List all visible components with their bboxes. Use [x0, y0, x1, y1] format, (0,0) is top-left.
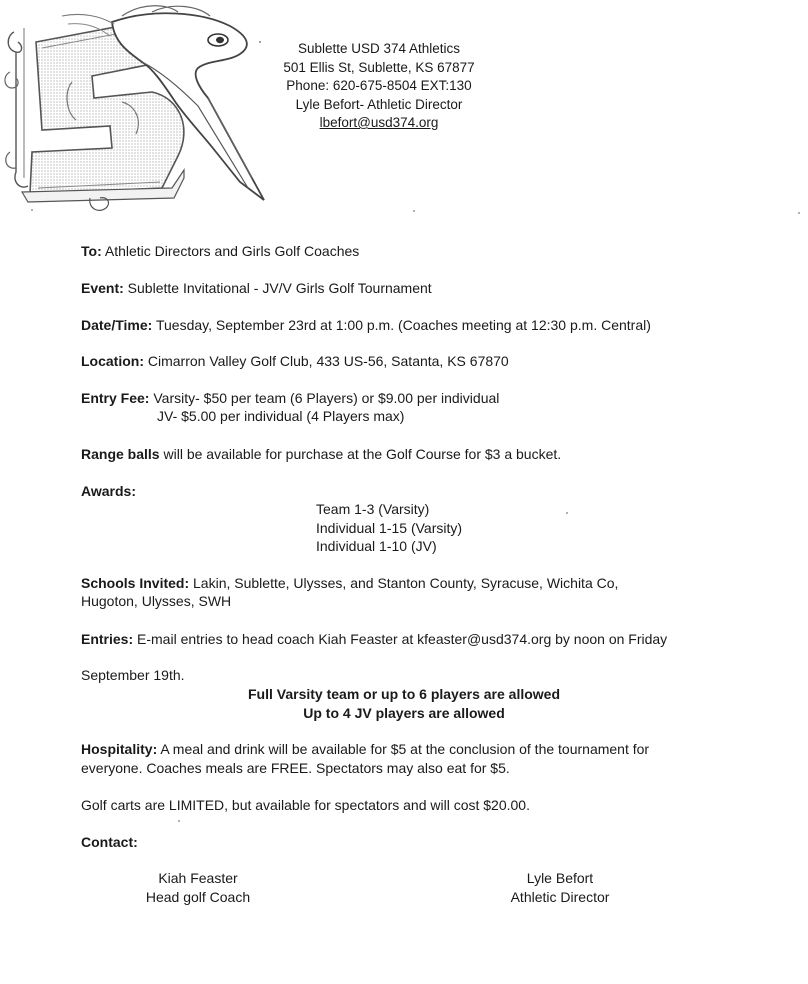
event-value: Sublette Invitational - JV/V Girls Golf Tournament — [123, 280, 432, 296]
contact-left-title: Head golf Coach — [145, 889, 251, 905]
entry-fee-jv: JV- $5.00 per individual (4 Players max) — [157, 408, 405, 424]
letterhead-address: 501 Ellis St, Sublette, KS 67877 — [283, 59, 475, 75]
awards-list — [316, 500, 462, 556]
schools-label: Schools Invited: — [81, 575, 190, 591]
event-label: Event: — [81, 280, 124, 296]
letterhead-phone: Phone: 620-675-8504 EXT:130 — [286, 78, 472, 93]
range-balls-label: Range balls — [81, 446, 160, 462]
letterhead-email-link[interactable]: lbefort@usd374.org — [319, 115, 439, 130]
entry-fee-label: Entry Fee: — [81, 390, 150, 406]
contact-label: Contact: — [81, 834, 138, 850]
event-line — [81, 279, 432, 297]
letterhead — [250, 40, 508, 133]
scan-speck — [413, 210, 415, 212]
award-item: Individual 1-15 (Varsity) — [316, 519, 463, 536]
to-line — [81, 242, 359, 260]
location-line — [81, 352, 509, 370]
golf-carts-line: Golf carts are LIMITED, but available for spectators and will cost $20.00. — [81, 797, 530, 813]
scan-speck — [798, 212, 800, 214]
contact-right-name: Lyle Befort — [526, 870, 594, 886]
entries-line — [81, 630, 667, 648]
entries-label: Entries: — [81, 631, 134, 647]
notice-line-2: Up to 4 JV players are allowed — [303, 705, 505, 721]
scan-speck — [566, 512, 568, 514]
schools-value-2: Hugoton, Ulysses, SWH — [81, 593, 232, 609]
datetime-label: Date/Time: — [81, 317, 153, 333]
location-label: Location: — [81, 353, 144, 369]
hospitality-value-2: everyone. Coaches meals are FREE. Spectators may also eat for $5. — [81, 760, 510, 776]
to-value: Athletic Directors and Girls Golf Coaches — [101, 243, 360, 259]
datetime-value: Tuesday, September 23rd at 1:00 p.m. (Coaches meeting at 12:30 p.m. Central) — [152, 317, 651, 333]
notice-line-1: Full Varsity team or up to 6 players are allowed — [248, 686, 560, 702]
datetime-line — [81, 316, 651, 334]
entry-fee-varsity: Varsity- $50 per team (6 Players) or $9.00 per individual — [149, 390, 500, 406]
award-item: Team 1-3 (Varsity) — [316, 501, 430, 517]
entries-value-1: E-mail entries to head coach Kiah Feaster at kfeaster@usd374.org by noon on Friday — [133, 631, 668, 647]
hospitality-label: Hospitality: — [81, 741, 158, 757]
award-item: Individual 1-10 (JV) — [316, 538, 437, 554]
awards-line — [81, 482, 136, 500]
location-value: Cimarron Valley Golf Club, 433 US-56, Satanta, KS 67870 — [144, 353, 509, 369]
contact-right-title: Athletic Director — [510, 889, 610, 905]
entries-value-2: September 19th. — [81, 667, 185, 683]
contact-left-name: Kiah Feaster — [158, 870, 238, 886]
to-label: To: — [81, 243, 102, 259]
schools-line — [81, 574, 618, 592]
hospitality-line — [81, 740, 649, 758]
contact-right — [486, 869, 634, 907]
range-balls-line — [81, 445, 561, 463]
entry-fee-line — [81, 389, 499, 407]
contact-line — [81, 833, 138, 851]
letterhead-org: Sublette USD 374 Athletics — [297, 41, 461, 56]
hospitality-value-1: A meal and drink will be available for $5 at the conclusion of the tournament for — [157, 741, 650, 757]
contact-left — [126, 869, 270, 907]
scan-speck — [178, 820, 180, 822]
letterhead-director: Lyle Befort- Athletic Director — [295, 96, 463, 112]
school-logo — [2, 2, 270, 214]
schools-value-1: Lakin, Sublette, Ulysses, and Stanton County, Syracuse, Wichita Co, — [189, 575, 619, 591]
range-balls-value: will be available for purchase at the Golf Course for $3 a bucket. — [159, 446, 562, 462]
awards-label: Awards: — [81, 483, 136, 499]
